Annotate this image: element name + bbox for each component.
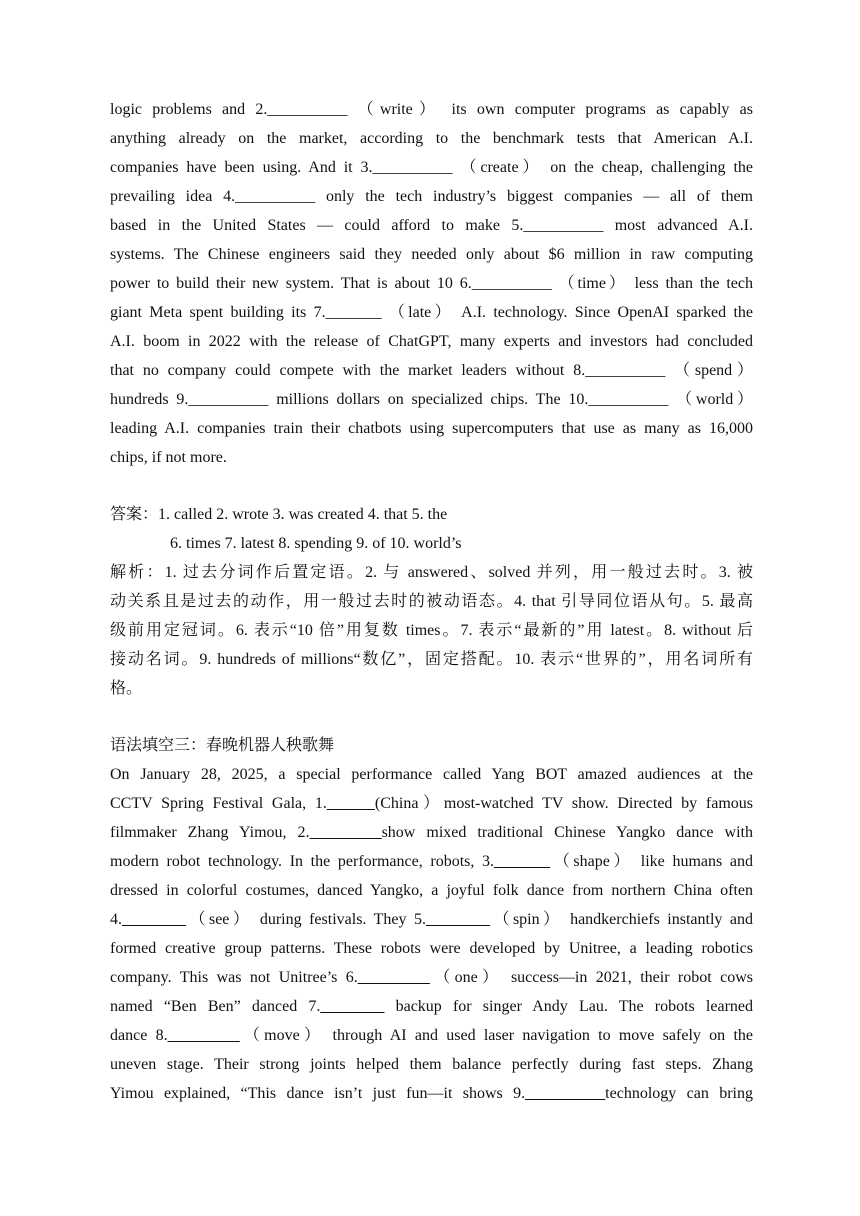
passage-line [110, 760, 753, 789]
text-run: named “Ben Ben” danced 7. [110, 998, 321, 1015]
text-run: （shape） like humans and [550, 853, 753, 870]
analysis-line: 格。 [110, 680, 143, 697]
text-run: backup for singer Andy Lau. The robots learned [384, 998, 754, 1015]
passage-line [110, 1079, 753, 1108]
section-3-body [110, 760, 753, 1108]
passage-line: power to build their new system. That is about 10 6.__________ （time） less than the tech [110, 275, 753, 292]
blank-underline: ______ [326, 795, 375, 812]
passage-line: hundreds 9.__________ millions dollars on specialized chips. The 10.__________ （world） [110, 391, 753, 408]
text-run: On January 28, 2025, a special performance called Yang BOT amazed audiences at the [110, 766, 753, 783]
passage-line [110, 818, 753, 847]
passage-line: giant Meta spent building its 7._______ （late） A.I. technology. Since OpenAI sparked the [110, 304, 753, 321]
text-run: （see） during festivals. They 5. [186, 911, 426, 928]
text-run: CCTV Spring Festival Gala, 1. [110, 795, 327, 812]
passage-line: companies have been using. And it 3.__________ （create） on the cheap, challenging the [110, 159, 753, 176]
blank-underline: ________ [425, 911, 490, 928]
text-run: formed creative group patterns. These robots were developed by Unitree, a leading robotics [110, 940, 753, 957]
passage-line: systems. The Chinese engineers said they needed only about $6 million in raw computing [110, 246, 753, 263]
passage-2 [110, 95, 753, 472]
text-run: dressed in colorful costumes, danced Yangko, a joyful folk dance from northern China often [110, 882, 753, 899]
blank-underline: _________ [167, 1027, 240, 1044]
section-3 [110, 731, 753, 1108]
text-run: （one） success—in 2021, their robot cows [429, 969, 753, 986]
passage-line [110, 963, 753, 992]
passage-line [110, 1021, 753, 1050]
passage-line [110, 934, 753, 963]
passage-line [110, 789, 753, 818]
answer-line: 6. times 7. latest 8. spending 9. of 10. world’s [170, 535, 462, 552]
passage-line [110, 992, 753, 1021]
passage-line: leading A.I. companies train their chatbots using supercomputers that use as many as 16,000 [110, 420, 753, 437]
text-run: dance 8. [110, 1027, 168, 1044]
text-run: （spin） handkerchiefs instantly and [489, 911, 753, 928]
analysis-line: 动关系且是过去的动作，用一般过去时的被动语态。4. that 引导同位语从句。5. 最高 [110, 593, 753, 610]
passage-line: that no company could compete with the market leaders without 8.__________ （spend） [110, 362, 753, 379]
blank-underline: _________ [309, 824, 382, 841]
passage-line [110, 876, 753, 905]
text-run: company. This was not Unitree’s 6. [110, 969, 358, 986]
text-run: uneven stage. Their strong joints helped them balance perfectly during fast steps. Zhang [110, 1056, 753, 1073]
passage-line: chips, if not more. [110, 449, 227, 466]
answer-line: 答案：1. called 2. wrote 3. was created 4. that 5. the [110, 506, 448, 523]
passage-line [110, 847, 753, 876]
text-run: (China）most-watched TV show. Directed by famous [374, 795, 753, 812]
text-run: show mixed traditional Chinese Yangko dance with [381, 824, 753, 841]
text-run: modern robot technology. In the performance, robots, 3. [110, 853, 495, 870]
blank-underline: ________ [122, 911, 186, 928]
passage-line: logic problems and 2.__________ （write） its own computer programs as capably as [110, 101, 753, 118]
answer-key [110, 500, 753, 558]
blank-underline: _______ [494, 853, 551, 870]
blank-underline: _________ [357, 969, 430, 986]
text-run: filmmaker Zhang Yimou, 2. [110, 824, 310, 841]
analysis-line: 级前用定冠词。6. 表示“10 倍”用复数 times。7. 表示“最新的”用 latest。8. without 后 [110, 622, 753, 639]
section-title: 语法填空三：春晚机器人秧歌舞 [110, 737, 335, 754]
analysis-line: 接动名词。9. hundreds of millions“数亿”，固定搭配。10. 表示“世界的”，用名词所有 [110, 651, 753, 668]
passage-line: A.I. boom in 2022 with the release of ChatGPT, many experts and investors had concluded [110, 333, 753, 350]
blank-underline: ________ [320, 998, 385, 1015]
analysis-section [110, 558, 753, 703]
passage-line: anything already on the market, according to the benchmark tests that American A.I. [110, 130, 753, 147]
text-run: 4. [110, 911, 122, 928]
text-run: （move） through AI and used laser navigation to move safely on the [239, 1027, 753, 1044]
analysis-line: 解析：1. 过去分词作后置定语。2. 与 answered、solved 并列，用一般过去时。3. 被 [110, 564, 753, 581]
text-run: technology can bring [605, 1085, 754, 1102]
passage-line: based in the United States — could afford to make 5.__________ most advanced A.I. [110, 217, 753, 234]
blank-underline: __________ [525, 1085, 606, 1102]
text-run: Yimou explained, “This dance isn’t just fun—it shows 9. [110, 1085, 526, 1102]
passage-line [110, 1050, 753, 1079]
passage-line [110, 905, 753, 934]
passage-line: prevailing idea 4.__________ only the tech industry’s biggest companies — all of them [110, 188, 753, 205]
